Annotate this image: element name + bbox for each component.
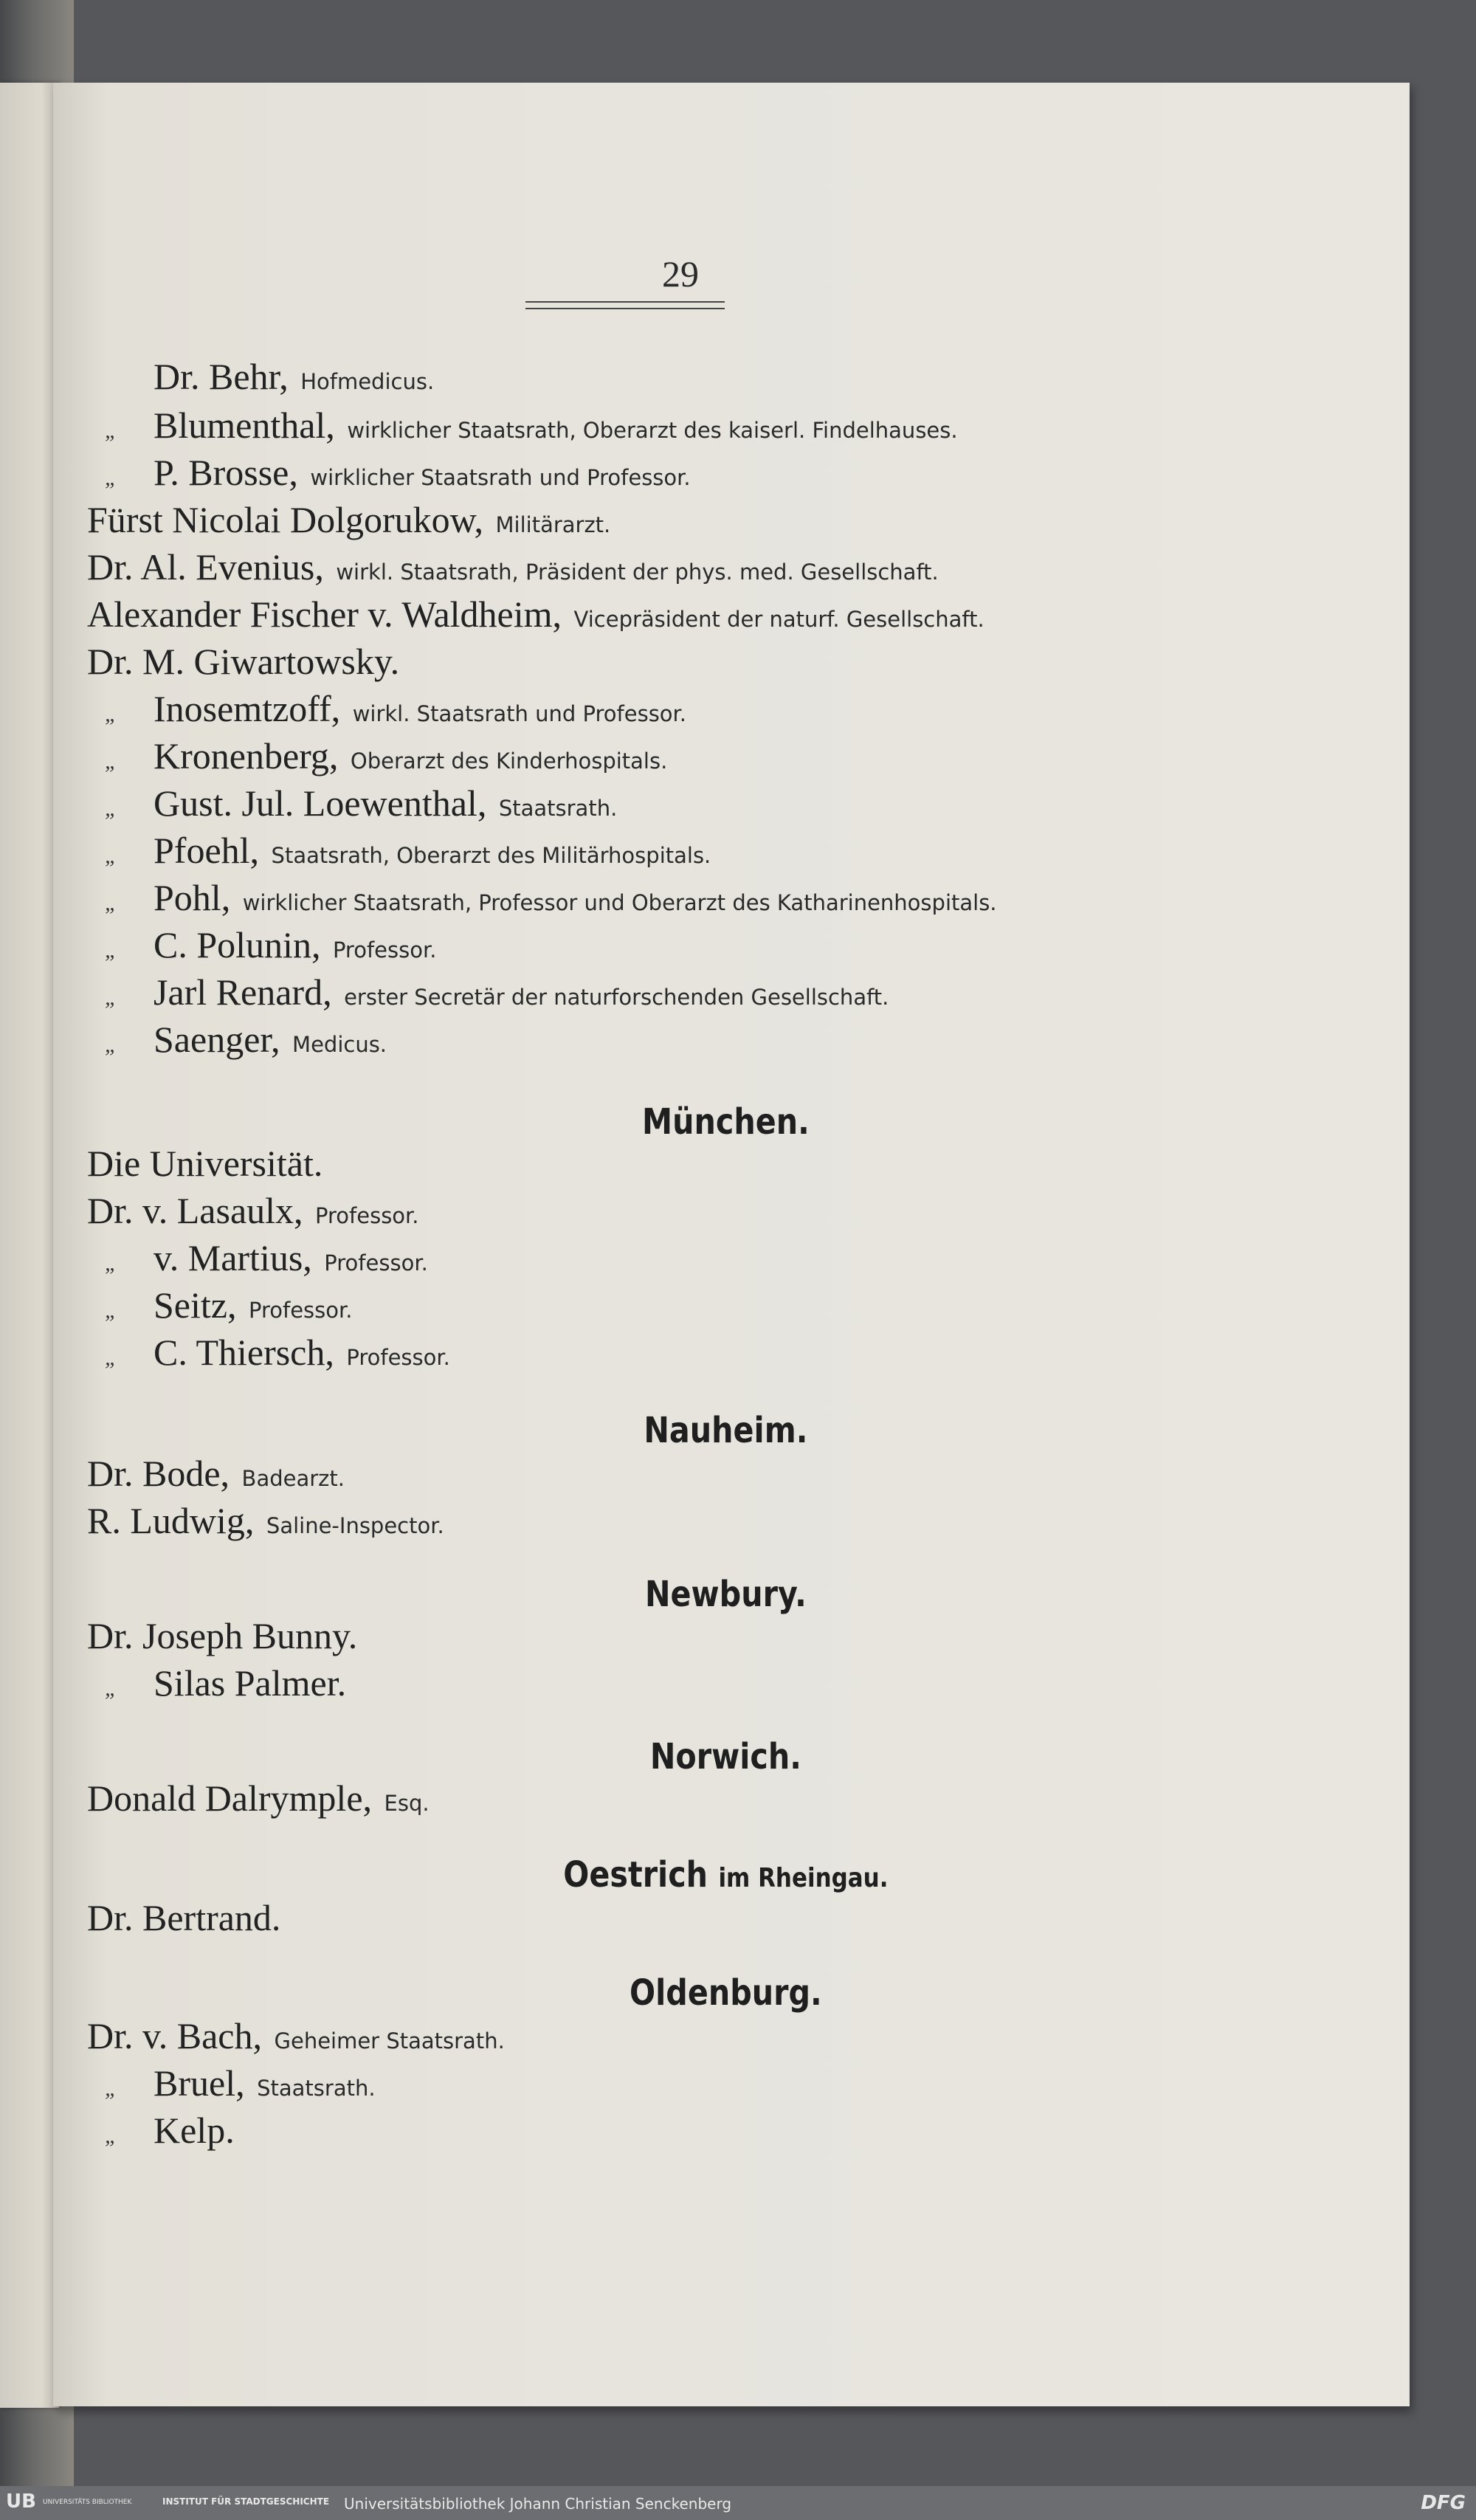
page-number: 29 bbox=[662, 253, 699, 295]
ditto-mark: „ bbox=[105, 419, 117, 443]
list-item bbox=[87, 734, 667, 784]
entry-title: Oberarzt des Kinderhospitals. bbox=[350, 748, 668, 774]
entry-name: Dr. Bertrand. bbox=[87, 1897, 281, 1938]
entry-title: Professor. bbox=[332, 937, 437, 963]
entry-name: Dr. Behr, bbox=[154, 356, 289, 397]
entry-name: Dr. v. Bach, bbox=[87, 2015, 262, 2056]
entry-title: Saline-Inspector. bbox=[266, 1513, 444, 1538]
entry-name: Silas Palmer. bbox=[154, 1662, 347, 1704]
entry-name: Dr. Bode, bbox=[87, 1453, 230, 1494]
city-heading-nauheim: Nauheim. bbox=[644, 1410, 808, 1451]
entry-title: Hofmedicus. bbox=[300, 369, 435, 394]
ditto-mark: „ bbox=[105, 1298, 117, 1323]
list-item bbox=[87, 1283, 352, 1333]
list-item bbox=[87, 923, 436, 973]
list-item bbox=[87, 1498, 444, 1548]
list-item bbox=[87, 354, 434, 404]
ditto-mark: „ bbox=[105, 844, 117, 868]
entry-title: wirkl. Staatsrath, Präsident der phys. med. Gesellschaft. bbox=[336, 560, 939, 585]
ditto-mark: „ bbox=[105, 749, 117, 774]
ditto-mark: „ bbox=[105, 1346, 117, 1370]
entry-title: Geheimer Staatsrath. bbox=[274, 2028, 505, 2053]
list-item bbox=[87, 2014, 505, 2063]
entry-title: Staatsrath. bbox=[498, 796, 618, 821]
ditto-mark: „ bbox=[105, 891, 117, 915]
entry-title: Professor. bbox=[315, 1203, 419, 1228]
city-heading-newbury: Newbury. bbox=[645, 1574, 807, 1615]
ditto-mark: „ bbox=[105, 796, 117, 821]
entry-name: Die Universität. bbox=[87, 1143, 323, 1184]
city-heading-norwich: Norwich. bbox=[649, 1736, 801, 1777]
entry-title: Professor. bbox=[324, 1250, 428, 1276]
book-page bbox=[53, 83, 1410, 2406]
city-heading-oldenburg: Oldenburg. bbox=[630, 1972, 822, 2014]
entry-name: Kronenberg, bbox=[154, 735, 339, 777]
library-name: Universitätsbibliothek Johann Christian Senckenberg bbox=[344, 2495, 732, 2513]
list-item bbox=[87, 970, 889, 1020]
entry-name: Dr. Joseph Bunny. bbox=[87, 1615, 358, 1656]
institute-logo: INSTITUT FÜR STADTGESCHICHTE bbox=[162, 2496, 330, 2507]
previous-page-edge bbox=[0, 83, 59, 2408]
list-item bbox=[87, 498, 610, 547]
dfg-logo: DFG bbox=[1421, 2492, 1466, 2514]
list-item bbox=[87, 403, 958, 453]
list-item bbox=[87, 1330, 450, 1380]
entry-name: Donald Dalrymple, bbox=[87, 1777, 373, 1819]
list-item bbox=[87, 686, 686, 737]
entry-name: Alexander Fischer v. Waldheim, bbox=[87, 593, 562, 635]
list-item bbox=[87, 1614, 357, 1658]
list-item bbox=[87, 2108, 235, 2158]
list-item bbox=[87, 875, 997, 926]
viewer-footer bbox=[0, 2486, 1476, 2520]
entry-name: Dr. Al. Evenius, bbox=[87, 546, 324, 588]
list-item bbox=[87, 781, 617, 831]
city-heading-muenchen: München. bbox=[642, 1101, 810, 1143]
entry-title: Militärarzt. bbox=[495, 512, 611, 537]
list-item bbox=[87, 1661, 346, 1711]
entry-name: Gust. Jul. Loewenthal, bbox=[154, 782, 487, 824]
entry-name: C. Thiersch, bbox=[154, 1332, 334, 1373]
entry-title: wirkl. Staatsrath und Professor. bbox=[352, 701, 687, 726]
ditto-mark: „ bbox=[105, 1251, 117, 1276]
list-item bbox=[87, 450, 691, 500]
entry-name: Blumenthal, bbox=[154, 404, 335, 446]
entry-title: Medicus. bbox=[292, 1032, 387, 1057]
entry-title: Esq. bbox=[384, 1791, 430, 1816]
entry-name: Bruel, bbox=[154, 2062, 245, 2104]
entry-title: wirklicher Staatsrath und Professor. bbox=[310, 465, 691, 490]
entry-name: Inosemtzoff, bbox=[154, 688, 341, 729]
ditto-mark: „ bbox=[105, 1676, 117, 1701]
ditto-mark: „ bbox=[105, 1033, 117, 1057]
list-item bbox=[87, 1017, 387, 1067]
ditto-mark: „ bbox=[105, 938, 117, 963]
entry-name: v. Martius, bbox=[154, 1237, 312, 1278]
entry-name: R. Ludwig, bbox=[87, 1500, 255, 1541]
entry-name: Fürst Nicolai Dolgorukow, bbox=[87, 499, 483, 540]
ditto-mark: „ bbox=[105, 985, 117, 1010]
list-item bbox=[87, 1896, 280, 1940]
city-heading-oestrich-region: im Rheingau. bbox=[718, 1863, 889, 1893]
entry-name: Dr. M. Giwartowsky. bbox=[87, 641, 400, 682]
entry-name: Seitz, bbox=[154, 1284, 237, 1326]
list-item bbox=[87, 592, 984, 641]
list-item bbox=[87, 639, 399, 684]
ub-logo bbox=[6, 2490, 131, 2513]
list-item bbox=[87, 1188, 419, 1238]
ditto-mark: „ bbox=[105, 466, 117, 490]
entry-title: wirklicher Staatsrath, Oberarzt des kaiserl. Findelhauses. bbox=[347, 418, 958, 443]
entry-name: Kelp. bbox=[154, 2110, 235, 2151]
entry-name: Dr. v. Lasaulx, bbox=[87, 1190, 303, 1231]
entry-name: Pfoehl, bbox=[154, 830, 260, 871]
entry-title: Professor. bbox=[248, 1298, 353, 1323]
entry-title: Professor. bbox=[346, 1345, 450, 1370]
entry-name: C. Polunin, bbox=[154, 924, 321, 965]
entry-title: Staatsrath. bbox=[257, 2076, 376, 2101]
member-list bbox=[53, 83, 1410, 2406]
list-item bbox=[87, 545, 939, 594]
ditto-mark: „ bbox=[105, 2076, 117, 2101]
entry-title: Vicepräsident der naturf. Gesellschaft. bbox=[573, 607, 984, 632]
entry-title: Badearzt. bbox=[241, 1466, 345, 1491]
list-item bbox=[87, 828, 711, 878]
list-item bbox=[87, 1776, 430, 1825]
list-item bbox=[87, 2061, 376, 2111]
ditto-mark: „ bbox=[105, 2124, 117, 2148]
entry-name: P. Brosse, bbox=[154, 452, 298, 493]
list-item bbox=[87, 1236, 428, 1286]
list-item bbox=[87, 1451, 345, 1501]
entry-name: Pohl, bbox=[154, 877, 231, 918]
ditto-mark: „ bbox=[105, 702, 117, 726]
city-heading-oestrich-name: Oestrich bbox=[563, 1854, 708, 1896]
ub-logo-mark: UB bbox=[6, 2490, 36, 2513]
city-heading-oestrich bbox=[148, 1854, 1303, 1896]
list-item bbox=[87, 1141, 323, 1185]
entry-name: Jarl Renard, bbox=[154, 971, 332, 1013]
ub-logo-text: UNIVERSITÄTS BIBLIOTHEK bbox=[43, 2498, 132, 2506]
entry-name: Saenger, bbox=[154, 1019, 280, 1060]
entry-title: erster Secretär der naturforschenden Gesellschaft. bbox=[344, 985, 889, 1010]
entry-title: wirklicher Staatsrath, Professor und Oberarzt des Katharinenhospitals. bbox=[242, 890, 997, 915]
entry-title: Staatsrath, Oberarzt des Militärhospitals. bbox=[271, 843, 711, 868]
